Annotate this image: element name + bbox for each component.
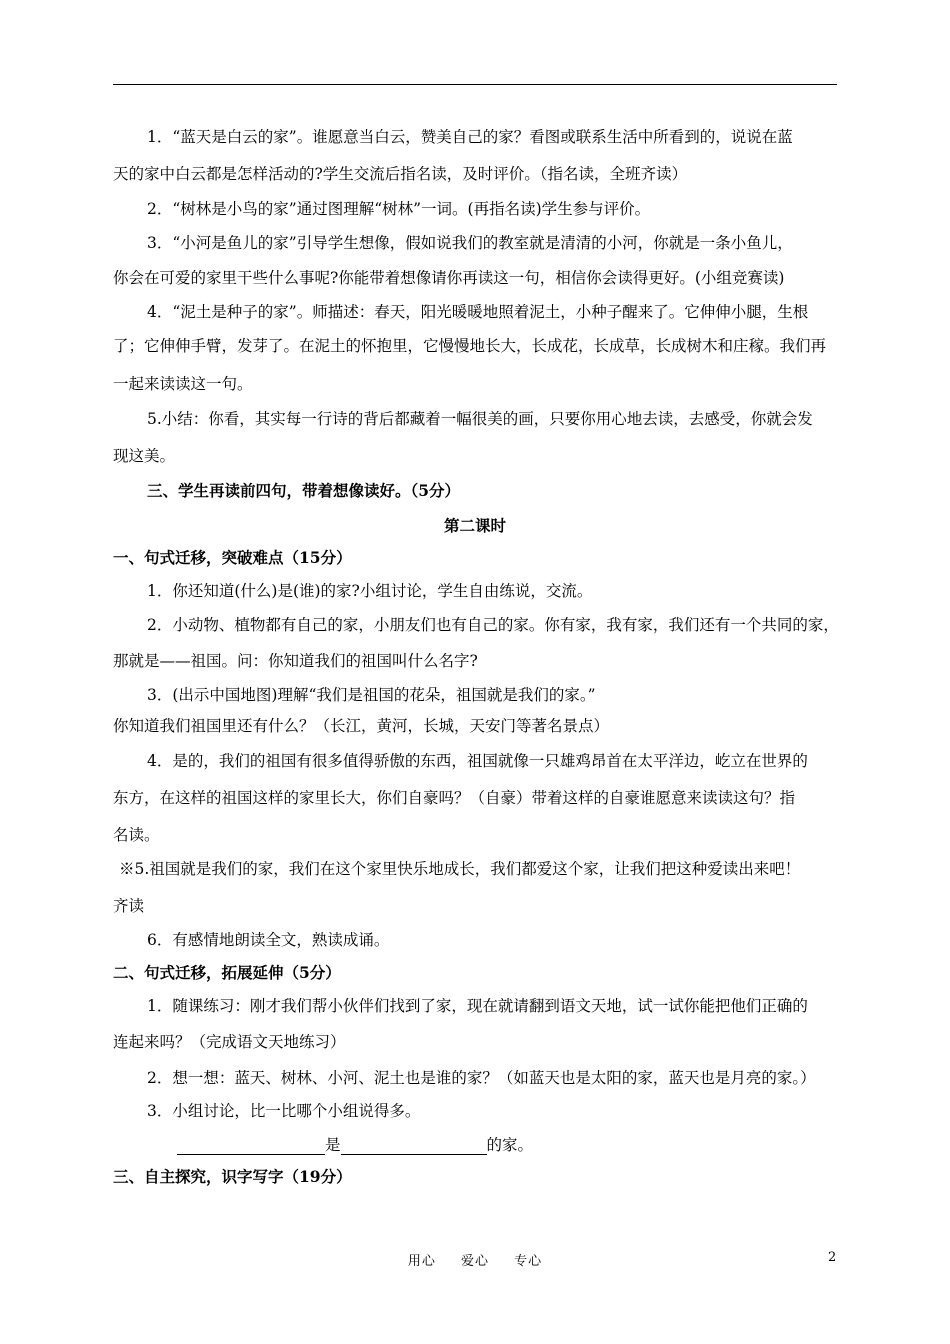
paragraph-line: 1．“蓝天是白云的家”。谁愿意当白云，赞美自己的家？看图或联系生活中所看到的，说说在蓝: [147, 128, 793, 146]
section-heading: 一、句式迁移，突破难点（15分）: [113, 548, 352, 567]
paragraph-line: 1．你还知道(什么)是(谁)的家?小组讨论，学生自由练说，交流。: [147, 582, 593, 600]
header-rule: [113, 84, 837, 85]
paragraph-line: 6．有感情地朗读全文，熟读成诵。: [147, 931, 390, 949]
fill-blank-middle: 是: [325, 1136, 341, 1154]
paragraph-line: 天的家中白云都是怎样活动的?学生交流后指名读，及时评价。（指名读，全班齐读）: [113, 165, 688, 183]
paragraph-line: 5.小结：你看，其实每一行诗的背后都藏着一幅很美的画，只要你用心地去读，去感受，你就会发: [147, 410, 813, 428]
footer-item: 专心: [514, 1254, 543, 1269]
footer-motto: [0, 1250, 950, 1269]
paragraph-line: 4．是的，我们的祖国有很多值得骄傲的东西，祖国就像一只雄鸡昂首在太平洋边，屹立在世界的: [147, 752, 808, 770]
paragraph-line: 3．(出示中国地图)理解“我们是祖国的花朵，祖国就是我们的家。”: [147, 686, 596, 704]
section-heading: 三、学生再读前四句，带着想像读好。（5分）: [147, 481, 461, 500]
paragraph-line: 了；它伸伸手臂，发芽了。在泥土的怀抱里，它慢慢地长大，长成花，长成草，长成树木和庄稼。我们再: [113, 337, 827, 355]
paragraph-line: 2．“树林是小鸟的家”通过图理解“树林”一词。(再指名读)学生参与评价。: [147, 200, 651, 218]
paragraph-line: 2．小动物、植物都有自己的家，小朋友们也有自己的家。你有家，我有家，我们还有一个共同的家，: [147, 616, 839, 634]
paragraph-line: 3．“小河是鱼儿的家”引导学生想像，假如说我们的教室就是清清的小河，你就是一条小鱼儿，: [147, 234, 793, 252]
paragraph-line: 东方，在这样的祖国这样的家里长大，你们自豪吗？（自豪）带着这样的自豪谁愿意来读读这句？指: [113, 789, 796, 807]
paragraph-line: 一起来读读这一句。: [113, 375, 253, 393]
paragraph-line: 那就是——祖国。问：你知道我们的祖国叫什么名字?: [113, 652, 478, 670]
footer-item: 用心: [407, 1254, 436, 1269]
paragraph-line: 现这美。: [113, 447, 176, 465]
fill-blank-line: [113, 1135, 843, 1155]
paragraph-line: 4．“泥土是种子的家”。师描述：春天，阳光暖暖地照着泥土，小种子醒来了。它伸伸小腿，生根: [147, 303, 809, 321]
paragraph-line: 你知道我们祖国里还有什么？（长江，黄河，长城，天安门等著名景点）: [113, 717, 610, 735]
footer-item: 爱心: [460, 1254, 489, 1269]
paragraph-line: 1．随课练习：刚才我们帮小伙伴们找到了家，现在就请翻到语文天地，试一试你能把他们正确的: [147, 997, 808, 1015]
paragraph-line: 名读。: [113, 826, 160, 844]
paragraph-line: ※5.祖国就是我们的家，我们在这个家里快乐地成长，我们都爱这个家，让我们把这种爱读出来吧！: [119, 860, 801, 878]
paragraph-line: 2．想一想：蓝天、树林、小河、泥土也是谁的家？（如蓝天也是太阳的家，蓝天也是月亮的家。）: [147, 1069, 816, 1087]
paragraph-line: 3．小组讨论，比一比哪个小组说得多。: [147, 1102, 421, 1120]
page-number: 2: [828, 1250, 837, 1265]
paragraph-line: 连起来吗？（完成语文天地练习）: [113, 1033, 346, 1051]
fill-blank-end: 的家。: [486, 1136, 534, 1154]
section-heading: 三、自主探究，识字写字（19分）: [113, 1167, 352, 1186]
paragraph-line: 齐读: [113, 897, 145, 915]
section-heading: 二、句式迁移，拓展延伸（5分）: [113, 963, 341, 982]
lesson-title: 第二课时: [443, 516, 506, 535]
blank-field[interactable]: [341, 1138, 487, 1155]
paragraph-line: 你会在可爱的家里干些什么事呢?你能带着想像请你再读这一句，相信你会读得更好。(小组竞赛读): [113, 269, 785, 287]
blank-field[interactable]: [177, 1138, 325, 1155]
